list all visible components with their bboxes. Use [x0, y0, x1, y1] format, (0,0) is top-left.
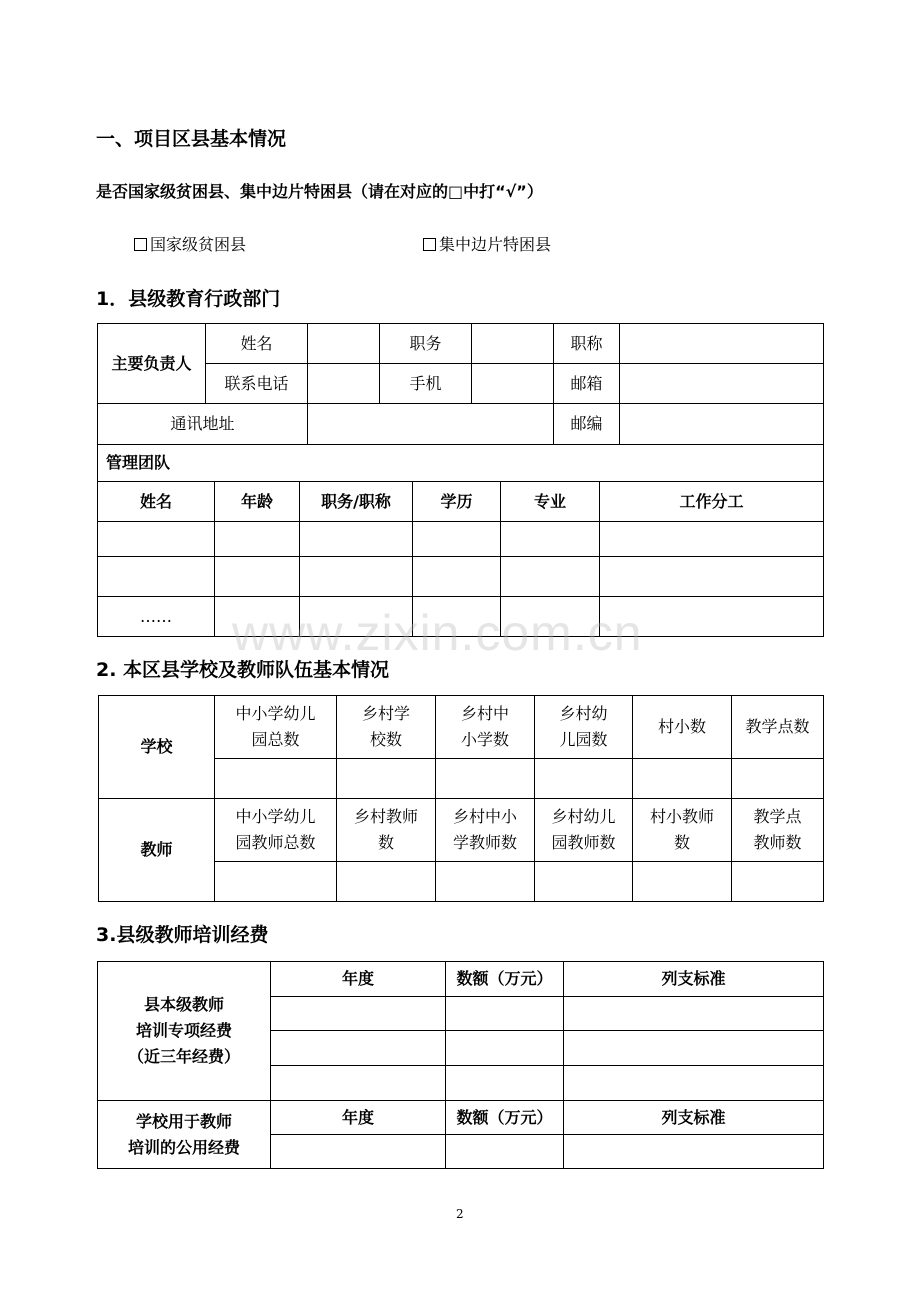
header-line: 学教师数 — [452, 833, 517, 852]
header-line: 数 — [673, 833, 690, 852]
section-title: 一、项目区县基本情况 — [96, 128, 287, 150]
team-cell[interactable] — [501, 522, 600, 557]
teacher-header-rural-primary — [436, 799, 535, 862]
funding-cell[interactable] — [446, 1135, 564, 1169]
team-cell[interactable] — [413, 557, 501, 597]
section-1-title: 1．县级教育行政部门 — [96, 288, 281, 310]
team-header-education: 学历 — [413, 482, 501, 522]
funding-cell[interactable] — [564, 1135, 824, 1169]
header-line: 教师数 — [753, 833, 802, 852]
header-line: 乡村中 — [460, 704, 509, 723]
school-cell[interactable] — [337, 759, 436, 799]
checkbox-icon[interactable] — [423, 238, 436, 251]
school-funding-label — [98, 1101, 271, 1169]
duty-cell[interactable] — [472, 324, 554, 364]
section-3-title: 3.县级教师培训经费 — [96, 924, 269, 946]
postcode-label: 邮编 — [554, 404, 620, 445]
teacher-cell[interactable] — [337, 862, 436, 902]
header-line: 村小教师 — [649, 807, 714, 826]
standard-header: 列支标准 — [564, 962, 824, 997]
teacher-cell[interactable] — [732, 862, 824, 902]
header-line: 园总数 — [251, 730, 300, 749]
school-header-rural-kindergarten — [535, 696, 633, 759]
amount-header: 数额（万元） — [446, 962, 564, 997]
school-cell[interactable] — [633, 759, 732, 799]
school-cell[interactable] — [215, 759, 337, 799]
label-line: 学校用于教师 — [135, 1111, 232, 1131]
header-line: 中小学幼儿 — [235, 807, 316, 826]
option-label: 集中边片特困县 — [439, 235, 552, 254]
table-row — [98, 522, 824, 557]
team-cell[interactable] — [413, 522, 501, 557]
checkbox-icon[interactable] — [134, 238, 147, 251]
header-line: 中小学幼儿 — [235, 704, 316, 723]
name-cell[interactable] — [308, 324, 380, 364]
team-cell[interactable] — [215, 522, 300, 557]
funding-cell[interactable] — [564, 1066, 824, 1101]
year-header: 年度 — [271, 1101, 446, 1135]
team-label: 管理团队 — [98, 445, 824, 482]
header-line: 园教师数 — [551, 833, 616, 852]
teacher-header-rural-kindergarten — [535, 799, 633, 862]
label-line: 县本级教师 — [143, 995, 224, 1014]
teacher-label: 教师 — [99, 799, 215, 902]
teacher-cell[interactable] — [436, 862, 535, 902]
mobile-label: 手机 — [380, 364, 472, 404]
teacher-header-rural — [337, 799, 436, 862]
team-cell[interactable] — [98, 522, 215, 557]
team-cell[interactable] — [215, 557, 300, 597]
header-line: 小学数 — [460, 730, 509, 749]
funding-cell[interactable] — [271, 997, 446, 1031]
team-header-division: 工作分工 — [600, 482, 824, 522]
funding-cell[interactable] — [446, 1066, 564, 1101]
header-line: 乡村幼儿 — [551, 807, 616, 826]
section-2-title: 2. 本区县学校及教师队伍基本情况 — [96, 659, 390, 681]
option-label: 国家级贫困县 — [150, 235, 247, 254]
header-line: 乡村学 — [361, 704, 410, 723]
team-header-duty: 职务/职称 — [300, 482, 413, 522]
team-cell[interactable] — [98, 557, 215, 597]
school-header-rural — [337, 696, 436, 759]
name-label: 姓名 — [206, 324, 308, 364]
email-cell[interactable] — [620, 364, 824, 404]
teacher-header-village — [633, 799, 732, 862]
school-header-teaching-points: 教学点数 — [732, 696, 824, 759]
rank-cell[interactable] — [620, 324, 824, 364]
school-cell[interactable] — [535, 759, 633, 799]
school-cell[interactable] — [732, 759, 824, 799]
teacher-cell[interactable] — [633, 862, 732, 902]
funding-cell[interactable] — [271, 1135, 446, 1169]
header-line: 园教师总数 — [235, 833, 316, 852]
school-header-total — [215, 696, 337, 759]
label-line: 培训专项经费 — [135, 1021, 232, 1040]
header-line: 校数 — [369, 730, 402, 749]
team-cell[interactable] — [600, 522, 824, 557]
duty-label: 职务 — [380, 324, 472, 364]
funding-cell[interactable] — [271, 1031, 446, 1066]
header-line: 乡村教师 — [353, 807, 418, 826]
team-cell[interactable] — [300, 522, 413, 557]
page-number: 2 — [456, 1207, 464, 1221]
table-row — [98, 557, 824, 597]
label-line: （近三年经费） — [127, 1047, 240, 1066]
school-header-village: 村小数 — [633, 696, 732, 759]
leader-table — [97, 323, 824, 482]
poverty-question: 是否国家级贫困县、集中边片特困县（请在对应的□中打“√”） — [96, 182, 543, 201]
team-cell[interactable] — [300, 557, 413, 597]
header-line: 数 — [377, 833, 394, 852]
team-header-age: 年龄 — [215, 482, 300, 522]
funding-cell[interactable] — [564, 1031, 824, 1066]
teacher-cell[interactable] — [535, 862, 633, 902]
email-label: 邮箱 — [554, 364, 620, 404]
teacher-cell[interactable] — [215, 862, 337, 902]
watermark: www.zixin.com.cn — [232, 605, 643, 661]
phone-label: 联系电话 — [206, 364, 308, 404]
ellipsis-cell: …… — [98, 597, 215, 637]
funding-cell[interactable] — [564, 997, 824, 1031]
county-funding-label — [98, 962, 271, 1101]
team-header-major: 专业 — [501, 482, 600, 522]
year-header: 年度 — [271, 962, 446, 997]
schools-teachers-table — [98, 695, 824, 902]
team-cell[interactable] — [600, 557, 824, 597]
team-header-name: 姓名 — [98, 482, 215, 522]
header-line: 教学点 — [753, 807, 802, 826]
teacher-header-teaching-points — [732, 799, 824, 862]
leader-label: 主要负责人 — [98, 324, 206, 404]
funding-table — [97, 961, 824, 1169]
mobile-cell[interactable] — [472, 364, 554, 404]
label-line: 培训的公用经费 — [127, 1137, 240, 1157]
postcode-cell[interactable] — [620, 404, 824, 445]
address-cell[interactable] — [308, 404, 554, 445]
header-line: 儿园数 — [559, 730, 608, 749]
option-national-poverty[interactable] — [134, 232, 246, 255]
rank-label: 职称 — [554, 324, 620, 364]
school-label: 学校 — [99, 696, 215, 799]
header-line: 乡村幼 — [559, 704, 608, 723]
teacher-header-total — [215, 799, 337, 862]
funding-cell[interactable] — [446, 1031, 564, 1066]
team-cell[interactable] — [501, 557, 600, 597]
school-header-rural-primary — [436, 696, 535, 759]
address-label: 通讯地址 — [98, 404, 308, 445]
header-line: 乡村中小 — [452, 807, 517, 826]
standard-header: 列支标准 — [564, 1101, 824, 1135]
school-cell[interactable] — [436, 759, 535, 799]
funding-cell[interactable] — [446, 997, 564, 1031]
option-contiguous-poverty[interactable] — [423, 232, 551, 255]
phone-cell[interactable] — [308, 364, 380, 404]
amount-header: 数额（万元） — [446, 1101, 564, 1135]
funding-cell[interactable] — [271, 1066, 446, 1101]
